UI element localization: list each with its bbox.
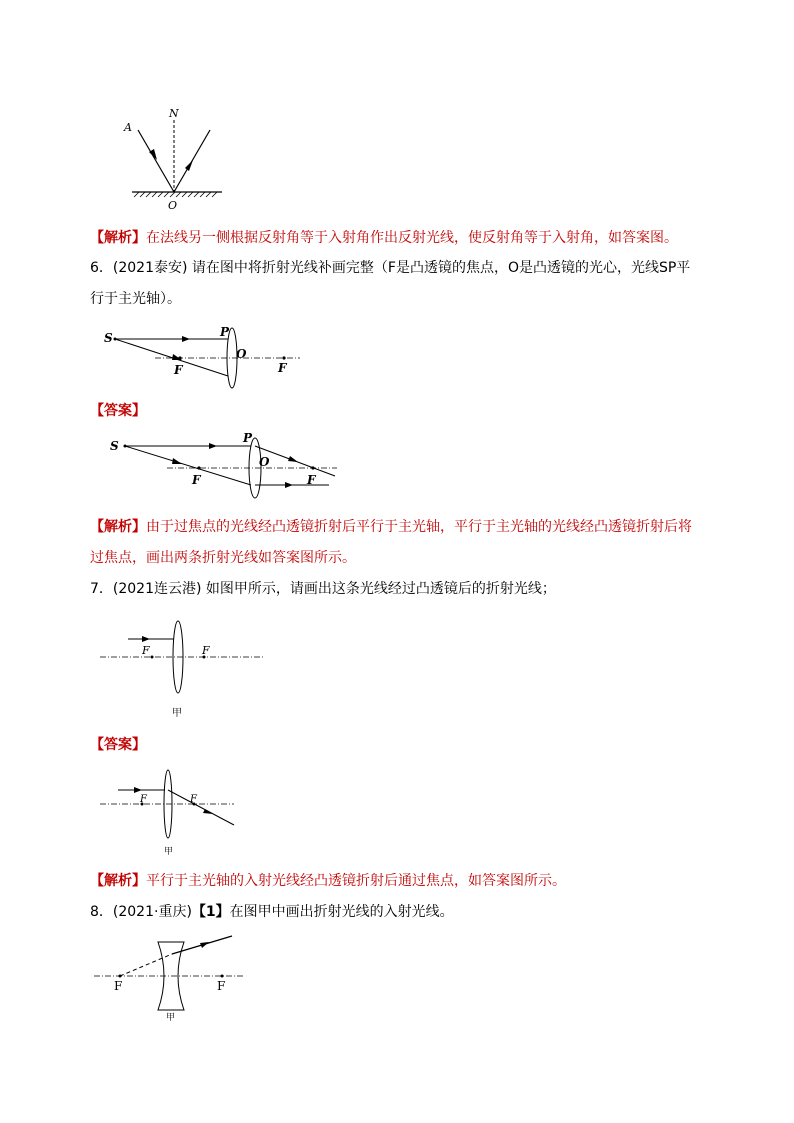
focus-left [178, 356, 181, 359]
label-f-right: F [190, 794, 197, 805]
ray-f-arrow [172, 458, 182, 464]
q6-analysis-line2: 过焦点，画出两条折射光线如答案图所示。 [90, 550, 356, 566]
label-f-right: F [278, 361, 287, 375]
label-s: S [104, 331, 113, 345]
refracted-arrow [200, 942, 209, 948]
q8-text-line1: 8．(2021·重庆)【1】在图甲中画出折射光线的入射光线。 [90, 904, 454, 920]
ray-sp-arrow [209, 443, 217, 449]
reflected-arrow [185, 160, 193, 171]
q7-lens-figure [98, 612, 268, 720]
point-s [124, 445, 127, 448]
label-o: O [236, 347, 247, 361]
ray-through-f [115, 339, 228, 376]
label-n: N [169, 107, 179, 120]
focus-left [151, 656, 154, 659]
q6-text-line2: 行于主光轴）。 [90, 291, 181, 307]
refracted-ray [168, 790, 234, 825]
figure-caption: 甲 [164, 847, 174, 857]
label-f-left: F [192, 473, 201, 487]
label-f-right: F [217, 979, 226, 993]
point-s [114, 338, 117, 341]
incident-arrow [134, 787, 142, 793]
q7-text-line1: 7．(2021连云港) 如图甲所示，请画出这条光线经过凸透镜后的折射光线； [90, 581, 556, 597]
label-f-left: F [114, 979, 123, 993]
refracted-arrow-1 [288, 456, 298, 462]
incident-ray [138, 130, 174, 192]
label-p: P [220, 325, 230, 339]
label-o: O [259, 455, 270, 469]
q6-answer-tag: 【答案】 [90, 403, 146, 419]
q7-analysis: 【解析】平行于主光轴的入射光线经凸透镜折射后通过焦点，如答案图所示。 [90, 873, 566, 889]
incident-arrow [142, 636, 150, 642]
focus-right [311, 466, 314, 469]
q6-answer-figure [105, 428, 345, 500]
label-f-left: F [142, 644, 150, 657]
label-a: A [124, 121, 132, 134]
q7-answer-figure [98, 768, 248, 860]
ray-sp-arrow [182, 336, 190, 342]
reflection-figure [110, 100, 230, 212]
label-o: O [168, 199, 178, 212]
label-f-left: F [174, 363, 183, 377]
label-s: S [110, 439, 119, 453]
q8-concave-lens-figure [92, 932, 252, 1022]
q6-text-line1: 6．(2021泰安) 请在图中将折射光线补画完整（F是凸透镜的焦点，O是凸透镜的光心，光线SP平 [90, 260, 691, 276]
q6-lens-figure [100, 322, 310, 392]
label-f-left: F [140, 794, 147, 805]
q7-answer-tag: 【答案】 [90, 737, 146, 753]
focus-left [197, 466, 200, 469]
mirror-hatch [134, 192, 217, 197]
refracted-arrow-2 [285, 482, 293, 488]
figure-caption: 甲 [172, 708, 182, 719]
ray-through-f [125, 446, 251, 485]
focus-right [221, 975, 224, 978]
q6-analysis-line1: 【解析】由于过焦点的光线经凸透镜折射后平行于主光轴，平行于主光轴的光线经凸透镜折射后将 [90, 519, 692, 535]
label-f-right: F [202, 644, 210, 657]
focus-right [282, 356, 285, 359]
focus-left [119, 975, 122, 978]
q5-analysis: 【解析】在法线另一侧根据反射角等于入射角作出反射光线，使反射角等于入射角，如答案图。 [90, 230, 678, 246]
label-p: P [243, 431, 253, 445]
figure-caption: 甲 [166, 1013, 176, 1023]
label-f-right: F [307, 473, 316, 487]
